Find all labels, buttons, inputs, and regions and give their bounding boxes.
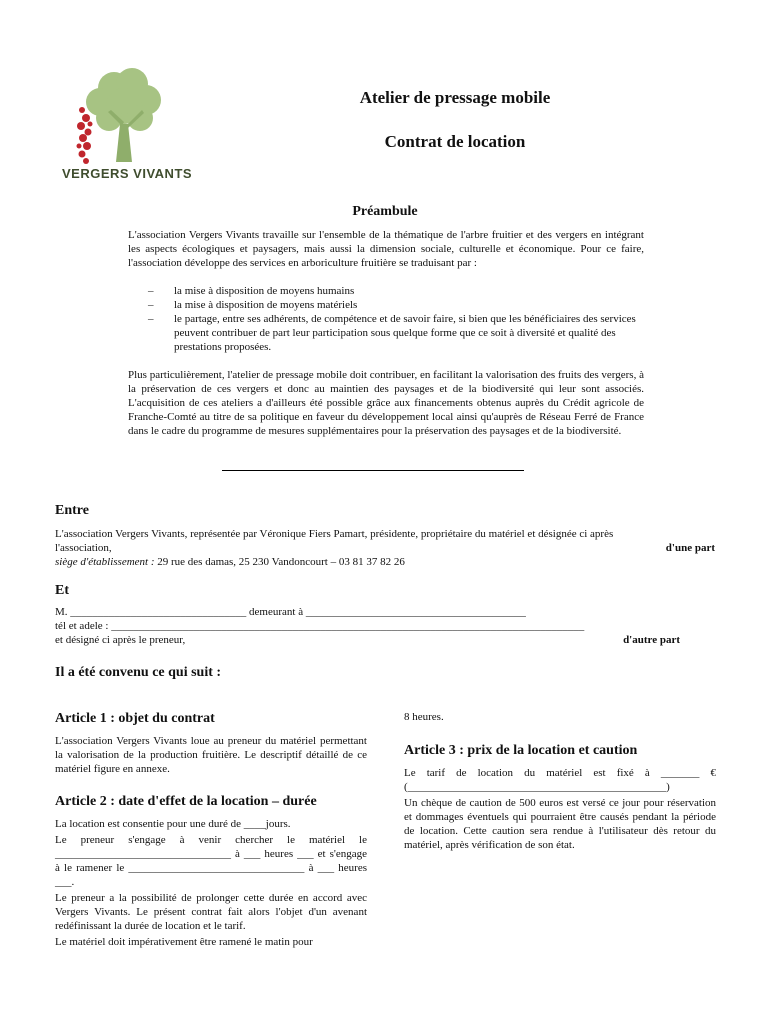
entre-line-1: L'association Vergers Vivants, représentée par Véronique Fiers Pamart, présidente, propriétaire du matériel et désignée ci après — [55, 528, 614, 540]
article-2-continuation: 8 heures. — [404, 711, 444, 723]
section-et-heading: Et — [55, 583, 69, 598]
separator-line — [222, 470, 524, 471]
article-3-paragraph: Un chèque de caution de 500 euros est versé ce jour pour réservation et dommages éventuels qui pourraient être causés pendant la période de location. Cette caution sera rendue à l'utilisateur dès retour du matériel, après vérification de son état. — [404, 797, 716, 851]
et-party-label: d'autre part — [623, 634, 680, 646]
entre-line-2 — [55, 541, 715, 555]
siege-line — [55, 555, 715, 569]
list-item: – la mise à disposition de moyens matériels — [148, 299, 358, 311]
article-3-heading: Article 3 : prix de la location et caution — [404, 743, 638, 758]
logo-text: VERGERS VIVANTS — [62, 166, 193, 181]
et-line-1: M. ________________________________ demeurant à ________________________________________ — [55, 606, 526, 618]
siege-label: siège d'établissement : — [55, 556, 155, 568]
agreement-heading: Il a été convenu ce qui suit : — [55, 665, 222, 680]
list-item-text: la mise à disposition de moyens humains — [174, 285, 355, 297]
article-2-paragraph: Le preneur s'engage à venir chercher le matériel le ________________________________ à ___ heures ___ et s'engage à le ramener le ________________________________ à ___ heures ___. — [55, 834, 367, 888]
article-3-paragraph: Le tarif de location du matériel est fixé à _______ € (_______________________________________________) — [404, 767, 716, 793]
article-2-paragraph: Le preneur a la possibilité de prolonger cette durée en accord avec Vergers Vivants. Le présent contrat fait alors l'objet d'un avenant redéfinissant la durée de location et le tarif. — [55, 892, 367, 932]
et-block — [55, 605, 680, 647]
article-2-heading: Article 2 : date d'effet de la location – durée — [55, 794, 317, 809]
article-3-body — [404, 766, 716, 854]
document-subtitle: Contrat de location — [384, 132, 526, 151]
list-item: – le partage, entre ses adhérents, de compétence et de savoir faire, si bien que les bénéficiaires des services peuvent contribuer de part leur participation sous quelque forme que ce soit à diversité et qualité des prestations proposées. — [148, 312, 644, 354]
article-2-body — [55, 817, 367, 951]
article-2-paragraph: La location est consentie pour une duré de ____jours. — [55, 818, 291, 830]
entre-party-label: d'une part — [665, 542, 715, 554]
section-entre-heading: Entre — [55, 503, 89, 518]
document-title: Atelier de pressage mobile — [359, 88, 551, 107]
entre-block — [55, 527, 715, 569]
article-2-paragraph: Le matériel doit impérativement être ramené le matin pour — [55, 936, 313, 948]
preamble-list — [148, 284, 644, 354]
list-item-text: le partage, entre ses adhérents, de compétence et de savoir faire, si bien que les bénéficiaires des services peuvent contribuer de part leur participation sous quelque forme que ce soit à diversité et qualité des prestations proposées. — [174, 313, 636, 353]
article-1-heading: Article 1 : objet du contrat — [55, 711, 215, 726]
et-line-3-left: et désigné ci après le preneur, — [55, 634, 186, 646]
list-item: – la mise à disposition de moyens humains — [148, 285, 355, 297]
article-1-body: L'association Vergers Vivants loue au preneur du matériel permettant la valorisation de la production fruitière. Le descriptif détaillé de ce matériel figure en annexe. — [55, 735, 367, 775]
list-item-text: la mise à disposition de moyens matériels — [174, 299, 358, 311]
preamble-heading: Préambule — [352, 204, 418, 219]
preamble-paragraph-1: L'association Vergers Vivants travaille sur l'ensemble de la thématique de l'arbre fruitier et des vergers en intégrant les aspects écologiques et paysagers, mais aussi la dimension sociale, culturelle et économique. Pour ce faire, l'association développe des services en arboriculture fruitière se traduisant par : — [128, 229, 644, 269]
siege-value: 29 rue des damas, 25 230 Vandoncourt – 03 81 37 82 26 — [154, 556, 405, 568]
preamble-paragraph-2: Plus particulièrement, l'atelier de pressage mobile doit contribuer, en facilitant la valorisation des fruits des vergers, à la préservation de ces vergers et donc au maintien des paysages et de la biodiversité qui leur sont associés. L'acquisition de ces ateliers a d'ailleurs été possible grâce aux financements obtenus auprès du Crédit agricole de Franche-Comté au titre de sa politique en faveur du développement local ainsi qu'auprès de Réseau Ferré de France dans le cadre du programme de mesures supplémentaires pour la préservation des paysages et de la biodiversité. — [128, 369, 644, 437]
entre-line-2-left: l'association, — [55, 542, 112, 554]
et-line-3 — [55, 633, 680, 647]
et-line-2: tél et adele : ______________________________________________________________________________________ — [55, 620, 585, 632]
